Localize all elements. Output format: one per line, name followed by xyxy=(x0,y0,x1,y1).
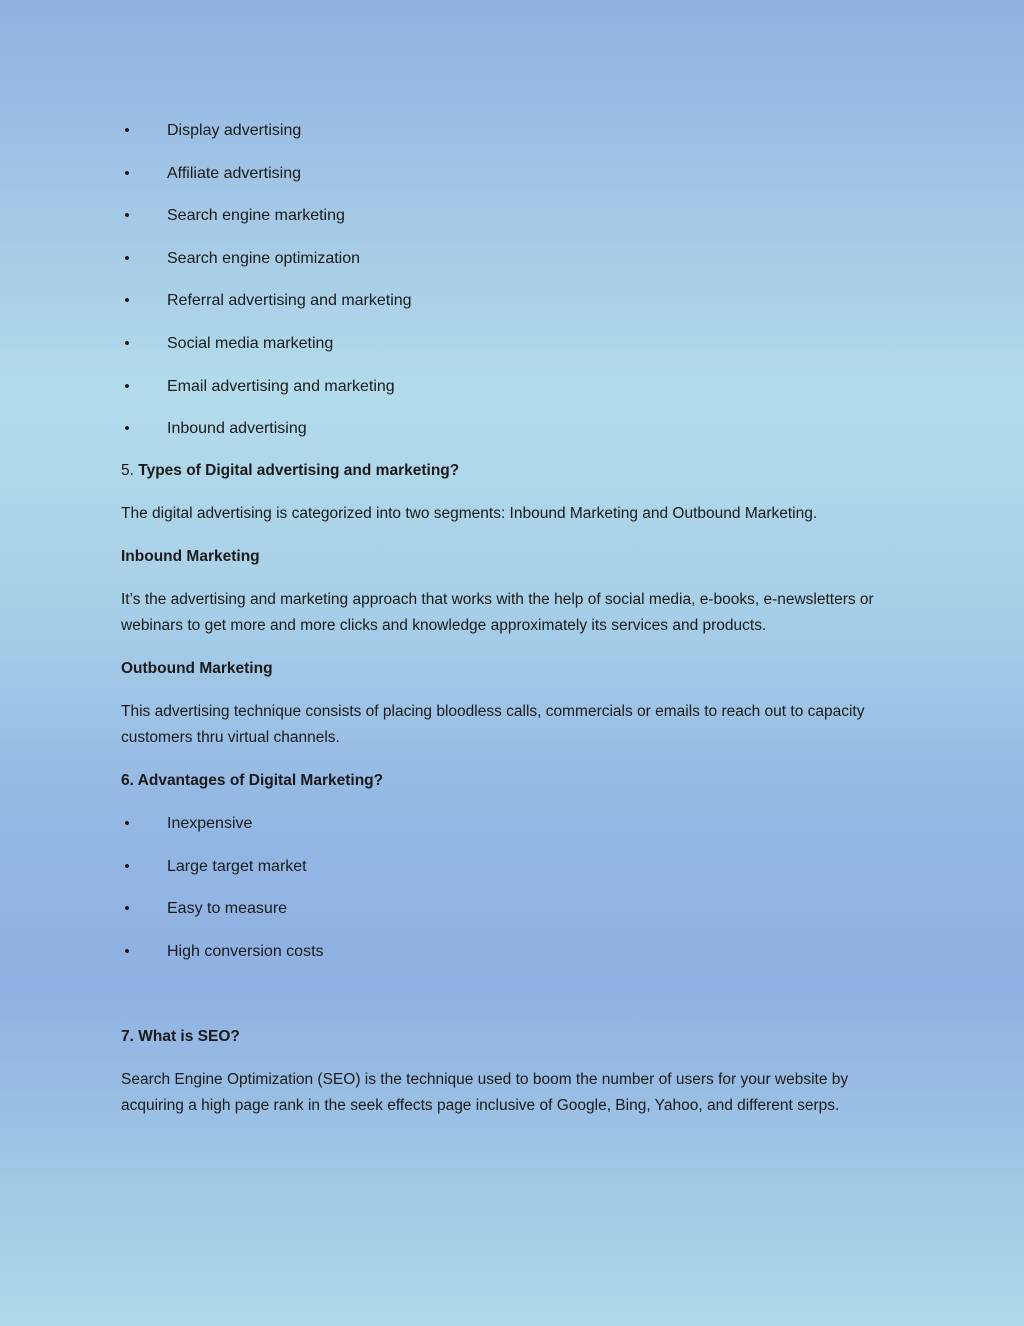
bullet-icon: • xyxy=(124,122,130,139)
bullet-icon: • xyxy=(124,857,130,875)
list-item xyxy=(121,331,901,374)
bullet-icon: • xyxy=(124,377,130,395)
document-page xyxy=(121,118,901,1119)
section7-heading: 7. What is SEO? xyxy=(121,1027,240,1045)
channels-list xyxy=(121,118,901,458)
bullet-icon: • xyxy=(124,207,130,225)
list-item-text: Search engine optimization xyxy=(167,249,361,267)
section6-heading: 6. Advantages of Digital Marketing? xyxy=(121,772,384,790)
list-item-text: Affiliate advertising xyxy=(167,164,301,182)
advantages-list xyxy=(121,811,901,1024)
list-item-text: Inexpensive xyxy=(167,815,253,833)
bullet-icon: • xyxy=(124,249,130,267)
list-item xyxy=(121,374,901,417)
list-item xyxy=(121,416,901,458)
list-item xyxy=(121,896,901,939)
list-item-text: Easy to measure xyxy=(167,900,288,918)
bullet-icon: • xyxy=(124,164,130,182)
list-item-text: Display advertising xyxy=(167,122,302,139)
inbound-paragraph: It’s the advertising and marketing approach that works with the help of social media, e-books, e-newsletters or webinars to get more and more clicks and knowledge approximately its services and products. xyxy=(121,591,874,635)
list-item xyxy=(121,854,901,897)
list-item-text: Referral advertising and marketing xyxy=(167,292,412,310)
list-item xyxy=(121,118,901,161)
list-item xyxy=(121,939,901,1024)
bullet-icon: • xyxy=(124,815,130,833)
bullet-icon: • xyxy=(124,292,130,310)
section5-heading xyxy=(121,458,901,484)
section5-title: Types of Digital advertising and marketing? xyxy=(138,462,460,480)
bullet-icon: • xyxy=(124,942,130,960)
list-item-text: Social media marketing xyxy=(167,334,334,352)
list-item-text: Large target market xyxy=(167,857,307,875)
outbound-heading: Outbound Marketing xyxy=(121,660,273,678)
bullet-icon: • xyxy=(124,334,130,352)
list-item xyxy=(121,288,901,331)
section5-intro: The digital advertising is categorized into two segments: Inbound Marketing and Outbound Marketing. xyxy=(121,505,818,523)
list-item xyxy=(121,246,901,289)
list-item-text: Search engine marketing xyxy=(167,207,345,225)
list-item xyxy=(121,203,901,246)
bullet-icon: • xyxy=(124,900,130,918)
list-item xyxy=(121,161,901,204)
list-item-text: High conversion costs xyxy=(167,942,324,960)
section5-number: 5. xyxy=(121,462,134,480)
section7-paragraph: Search Engine Optimization (SEO) is the technique used to boom the number of users for your website by acquiring a high page rank in the seek effects page inclusive of Google, Bing, Yahoo, and different serps. xyxy=(121,1070,849,1114)
list-item-text: Email advertising and marketing xyxy=(167,377,395,395)
inbound-heading: Inbound Marketing xyxy=(121,548,260,566)
bullet-icon: • xyxy=(124,420,130,438)
list-item-text: Inbound advertising xyxy=(167,420,307,438)
list-item xyxy=(121,811,901,854)
outbound-paragraph: This advertising technique consists of placing bloodless calls, commercials or emails to reach out to capacity customers thru virtual channels. xyxy=(121,703,865,747)
